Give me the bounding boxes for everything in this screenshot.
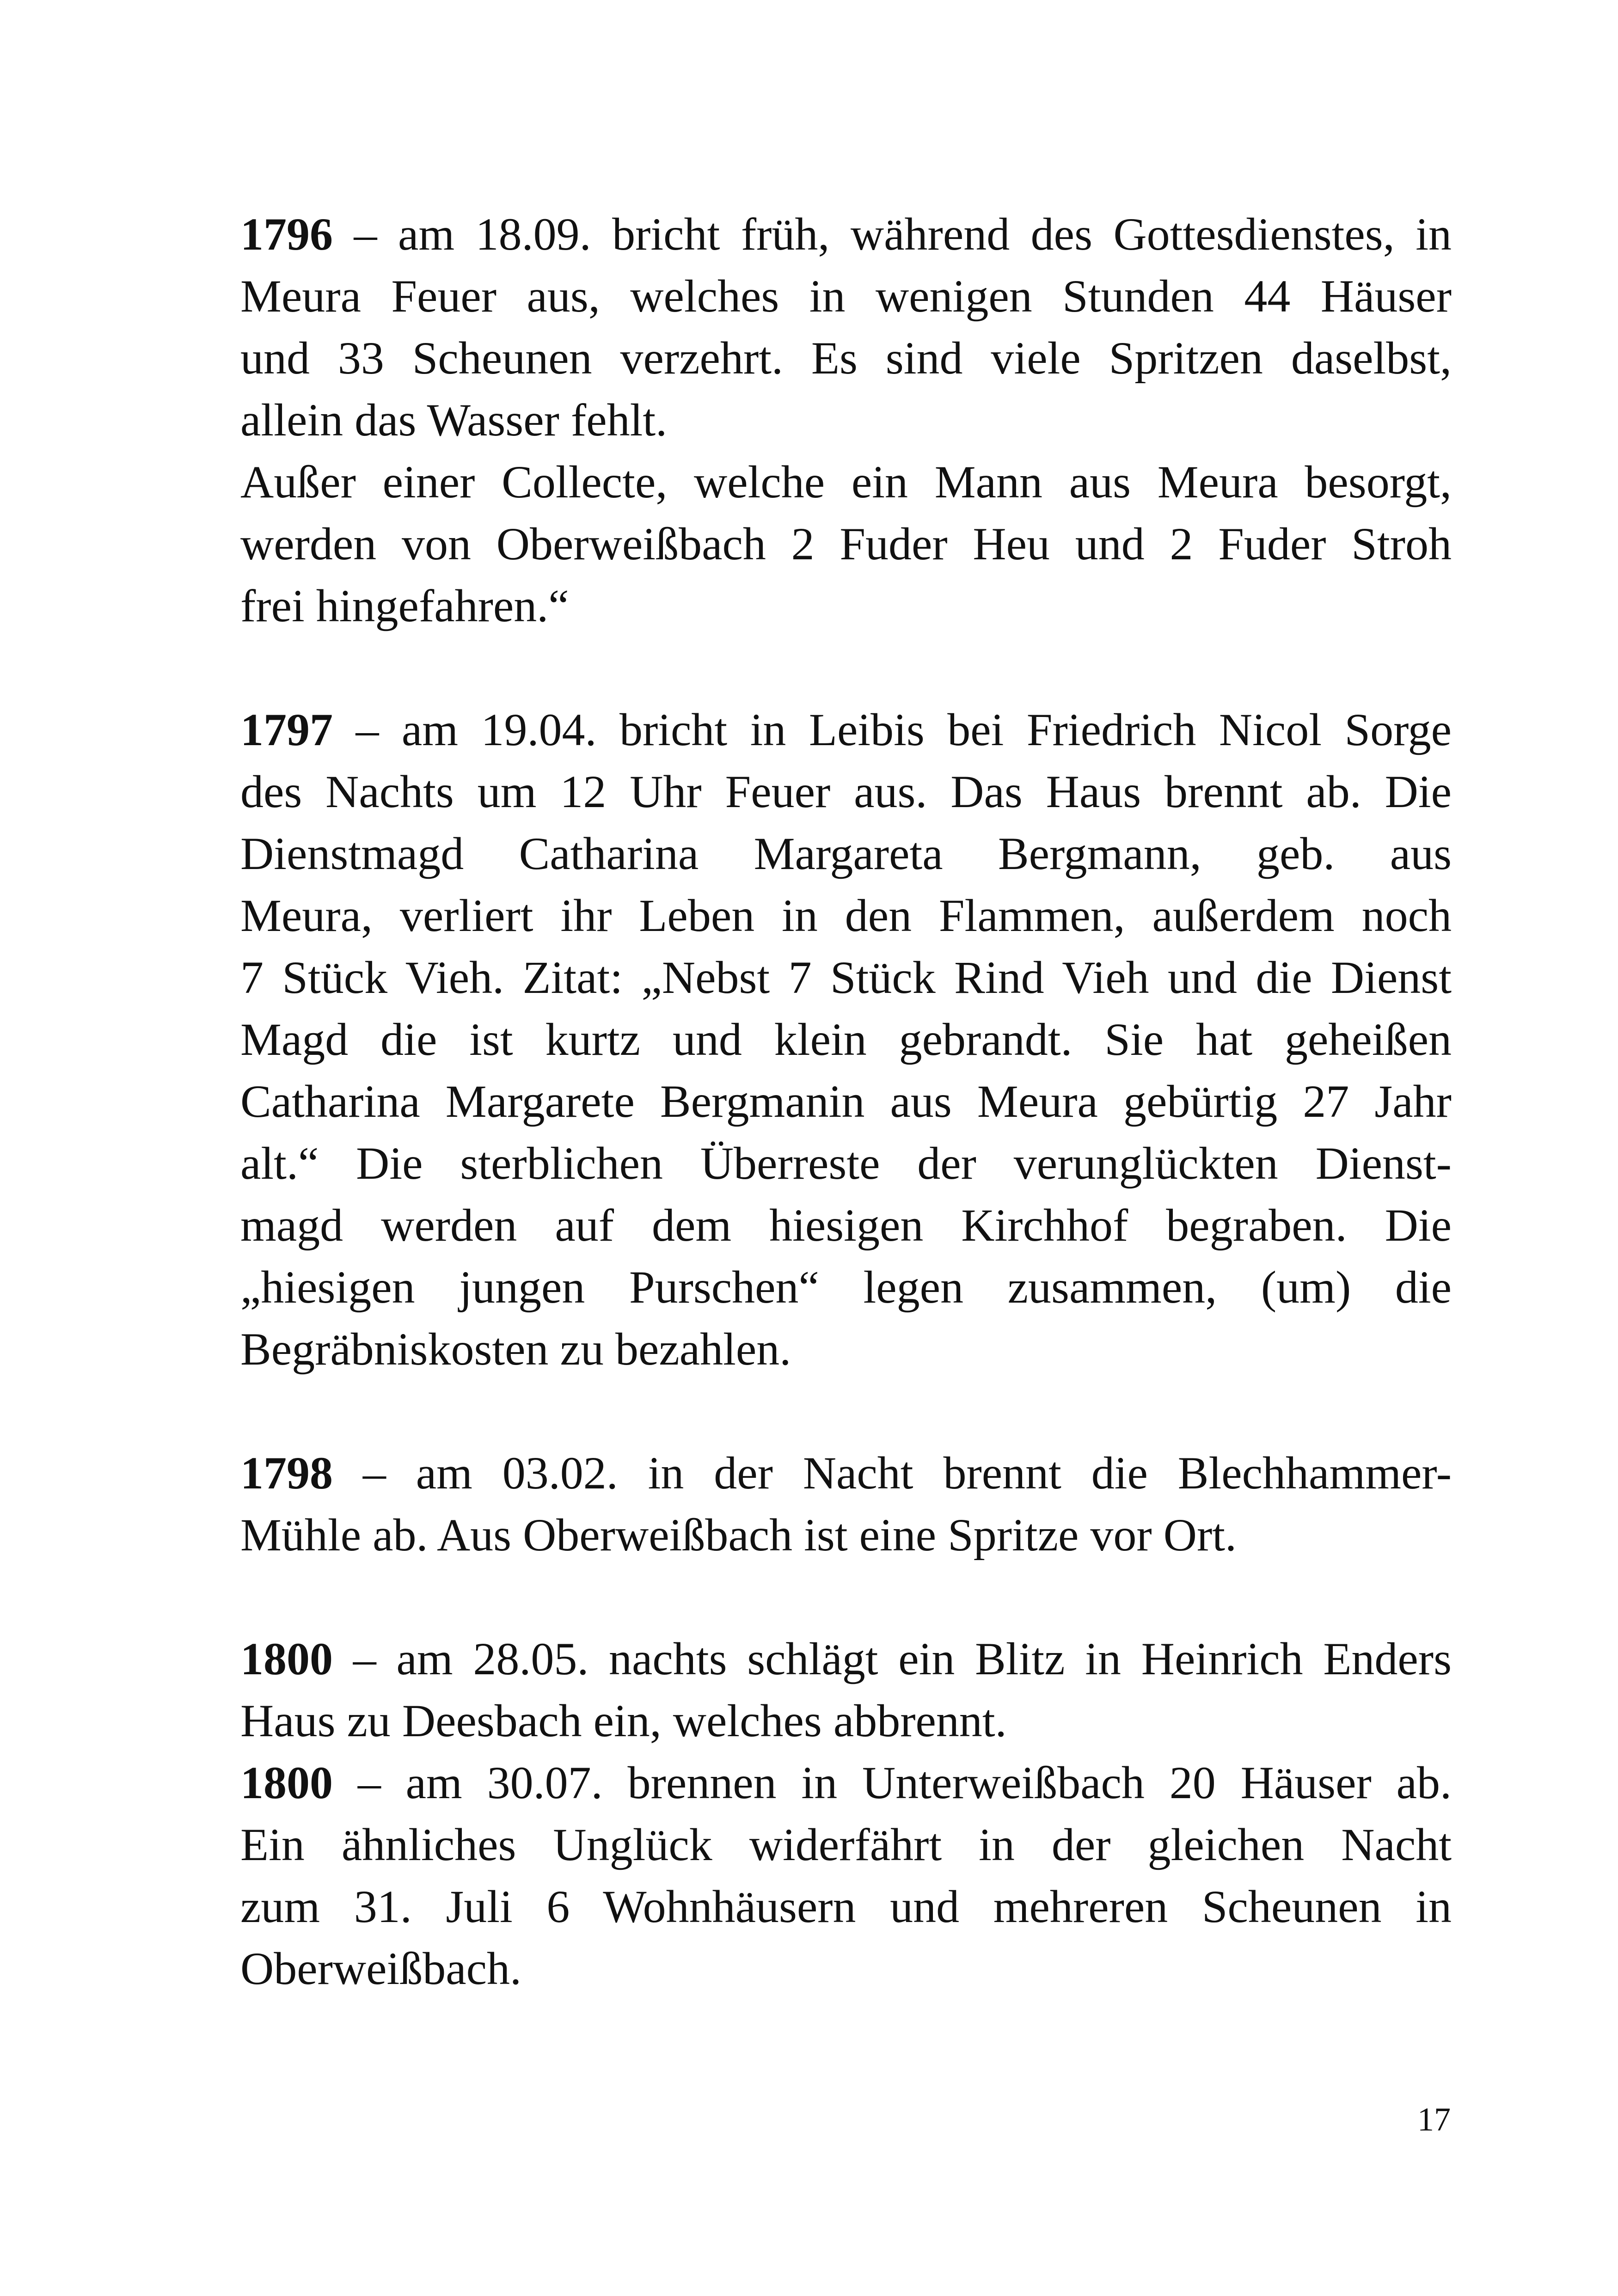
text-line: frei hingefahren.“	[240, 580, 569, 631]
text-line	[240, 1752, 1452, 1814]
text-line: Außer einer Collecte, welche ein Mann aus Meura besorgt,	[240, 456, 1452, 508]
text-line: 7 Stück Vieh. Zitat: „Nebst 7 Stück Rind Vieh und die Dienst	[240, 952, 1452, 1003]
page-number: 17	[1417, 2101, 1451, 2138]
text-line: Oberweißbach.	[240, 1943, 522, 1994]
text-line	[240, 1628, 1452, 1690]
year-label: 1800	[240, 1633, 333, 1684]
entry-1797	[240, 699, 1452, 1380]
text-line: Haus zu Deesbach ein, welches abbrennt.	[240, 1695, 1007, 1746]
entry-1798	[240, 1442, 1452, 1566]
line-text: – am 18.09. bricht früh, während des Gottesdienstes, in	[333, 208, 1452, 260]
text-line: zum 31. Juli 6 Wohnhäusern und mehreren Scheunen in	[240, 1881, 1452, 1932]
year-label: 1796	[240, 208, 333, 260]
text-line: alt.“ Die sterblichen Überreste der verunglückten Dienst-	[240, 1138, 1452, 1189]
text-line: Magd die ist kurtz und klein gebrandt. Sie hat geheißen	[240, 1014, 1452, 1065]
text-line: Begräbniskosten zu bezahlen.	[240, 1323, 791, 1375]
entry-1796	[240, 203, 1452, 637]
text-line: des Nachts um 12 Uhr Feuer aus. Das Haus brennt ab. Die	[240, 766, 1452, 817]
text-line	[240, 699, 1452, 761]
line-text: – am 03.02. in der Nacht brennt die Blechhammer-	[333, 1447, 1452, 1499]
text-line: Meura Feuer aus, welches in wenigen Stunden 44 Häuser	[240, 270, 1452, 322]
text-line	[240, 1442, 1452, 1504]
document-body	[240, 203, 1452, 2000]
text-line: Mühle ab. Aus Oberweißbach ist eine Spritze vor Ort.	[240, 1509, 1237, 1561]
text-line: allein das Wasser fehlt.	[240, 394, 668, 446]
text-line: Ein ähnliches Unglück widerfährt in der gleichen Nacht	[240, 1819, 1452, 1870]
line-text: – am 30.07. brennen in Unterweißbach 20 Häuser ab.	[333, 1757, 1452, 1808]
text-line: und 33 Scheunen verzehrt. Es sind viele Spritzen daselbst,	[240, 332, 1452, 384]
text-line: Catharina Margarete Bergmanin aus Meura gebürtig 27 Jahr	[240, 1076, 1452, 1127]
entry-1800	[240, 1628, 1452, 2000]
text-line: magd werden auf dem hiesigen Kirchhof begraben. Die	[240, 1200, 1452, 1251]
year-label: 1800	[240, 1757, 333, 1808]
text-line: Meura, verliert ihr Leben in den Flammen, außerdem noch	[240, 890, 1452, 941]
text-line	[240, 203, 1452, 265]
text-line: „hiesigen jungen Purschen“ legen zusammen, (um) die	[240, 1261, 1452, 1313]
text-line: werden von Oberweißbach 2 Fuder Heu und 2 Fuder Stroh	[240, 518, 1452, 569]
year-label: 1798	[240, 1447, 333, 1499]
year-label: 1797	[240, 704, 333, 755]
text-line: Dienstmagd Catharina Margareta Bergmann, geb. aus	[240, 828, 1452, 879]
line-text: – am 28.05. nachts schlägt ein Blitz in Heinrich Enders	[333, 1633, 1452, 1684]
line-text: – am 19.04. bricht in Leibis bei Friedrich Nicol Sorge	[333, 704, 1452, 755]
